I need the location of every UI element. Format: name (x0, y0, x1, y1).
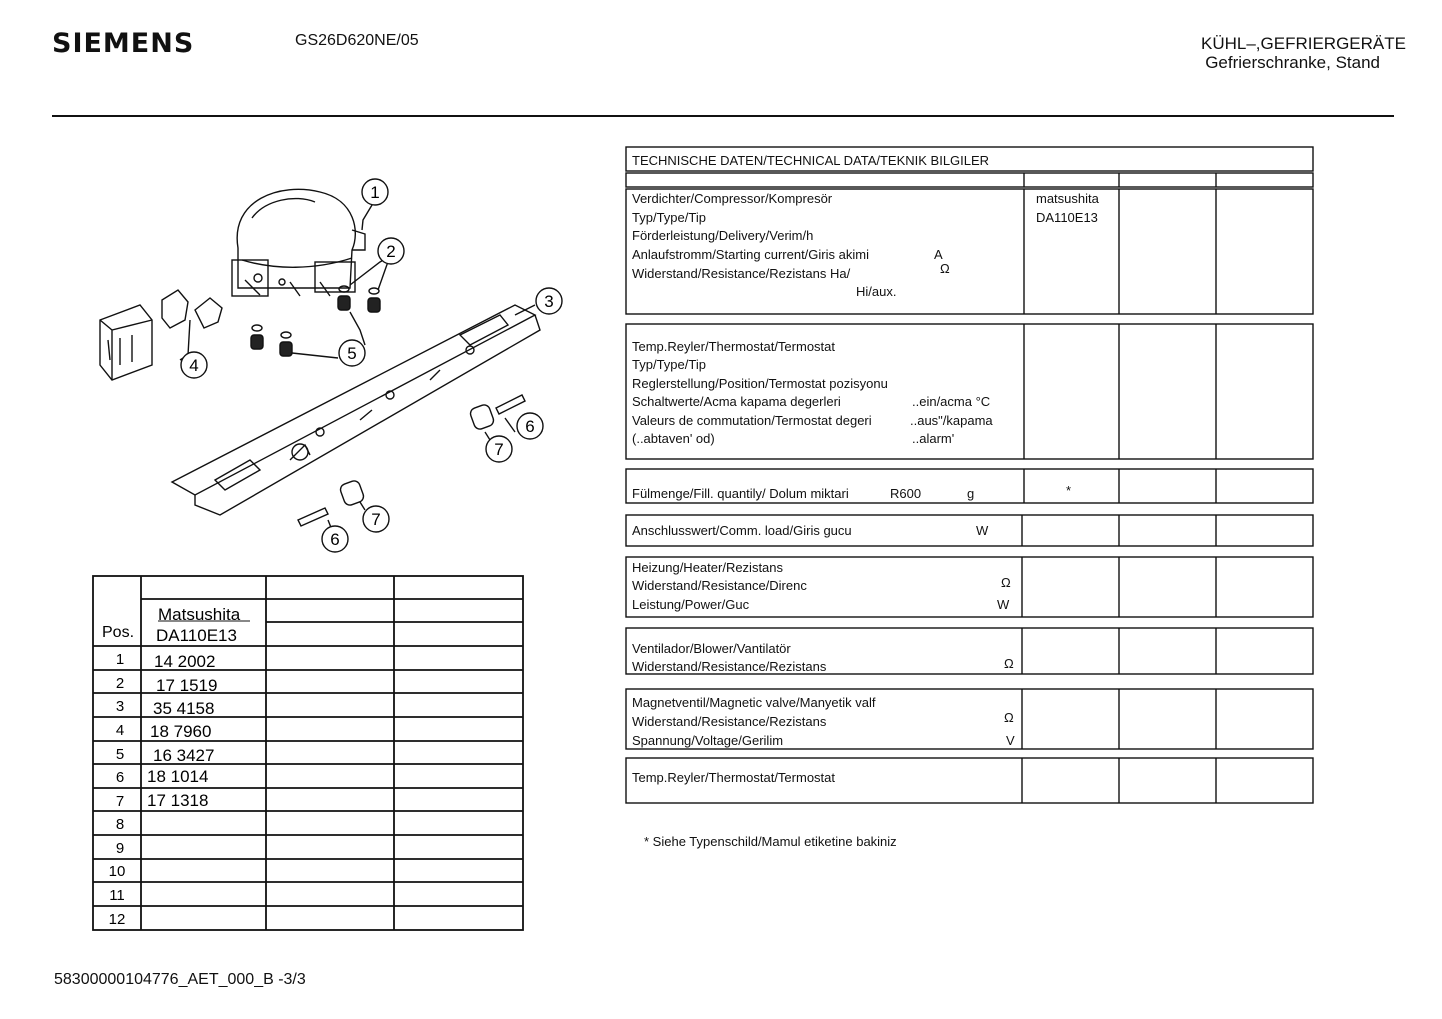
part-number-cell: 35 4158 (153, 699, 215, 718)
mounting-rail-drawing (172, 305, 540, 515)
thermostat-label: Temp.Reyler/Thermostat/Termostat (632, 339, 836, 354)
valve-resistance-label: Widerstand/Resistance/Rezistans (632, 714, 827, 729)
thermostat2-label: Temp.Reyler/Thermostat/Termostat (632, 770, 836, 785)
model-number: GS26D620NE/05 (295, 32, 419, 49)
fill-quantity-label: Fülmenge/Fill. quantily/ Dolum miktari (632, 486, 849, 501)
pos-cell: 5 (115, 746, 125, 763)
starting-current-label: Anlaufstromm/Starting current/Giris akimi (632, 247, 869, 262)
aux-label: Hi/aux. (856, 284, 897, 299)
blower-unit-ohm: Ω (1004, 656, 1014, 671)
resistance-label: Widerstand/Resistance/Rezistans Ha/ (632, 266, 851, 281)
valve-unit-ohm: Ω (1004, 710, 1014, 725)
svg-text:3: 3 (544, 292, 554, 311)
parts-diagram (60, 170, 580, 560)
callout-6a (517, 413, 543, 439)
unit-gram: g (967, 486, 975, 501)
refrigerant-label: R600 (890, 486, 922, 501)
part-number-cell: 17 1318 (147, 791, 209, 810)
pos-cell: 8 (115, 816, 125, 833)
callout-6b (322, 526, 348, 552)
alarm-label: ..alarm' (912, 431, 955, 446)
load-section (632, 523, 989, 538)
svg-text:6: 6 (330, 530, 340, 549)
compressor-maker-value: matsushita (1036, 191, 1099, 206)
compressor-type-value: DA110E13 (1036, 210, 1098, 225)
commutation-values-label: Valeurs de commutation/Termostat degeri (632, 413, 872, 428)
valve-unit-volt: V (1006, 733, 1015, 748)
tech-data-table (624, 145, 1316, 807)
heater-label: Heizung/Heater/Rezistans (632, 560, 784, 575)
heater-section (632, 560, 1011, 612)
compressor-section (632, 191, 1100, 299)
part-number-cell: 14 2002 (154, 652, 216, 671)
callout-2 (378, 238, 404, 264)
thermostat-position-label: Reglerstellung/Position/Termostat pozisyonu (632, 376, 888, 391)
header-divider (52, 115, 1394, 117)
svg-text:5: 5 (347, 344, 357, 363)
compressor-drawing (232, 189, 365, 296)
callout-3 (536, 288, 562, 314)
pos-cell: 10 (108, 863, 126, 880)
part-number-cell: 17 1519 (156, 676, 218, 695)
fill-quantity-value: * (1066, 483, 1072, 498)
svg-text:6: 6 (525, 417, 535, 436)
svg-text:4: 4 (189, 356, 199, 375)
unit-ohm: Ω (940, 261, 950, 276)
pos-cell: 7 (115, 793, 125, 810)
thermostat-type-label: Typ/Type/Tip (632, 357, 706, 372)
tech-table-title: TECHNISCHE DATEN/TECHNICAL DATA/TEKNIK BILGILER (632, 153, 990, 168)
unit-watt: W (976, 523, 989, 538)
switch-on-label: ..ein/acma °C (912, 394, 991, 409)
heater-unit-watt: W (997, 597, 1010, 612)
compressor-label: Verdichter/Compressor/Kompresör (632, 191, 833, 206)
switch-off-label: ..aus"/kapama (910, 413, 993, 428)
heater-resistance-label: Widerstand/Resistance/Direnc (632, 578, 807, 593)
pos-cell: 9 (115, 840, 125, 857)
callout-4 (181, 352, 207, 378)
fill-quantity-section (632, 483, 1071, 501)
pos-cell: 4 (115, 722, 125, 739)
svg-text:7: 7 (494, 440, 504, 459)
type-header: DA110E13 (156, 626, 237, 645)
callout-5 (339, 340, 365, 366)
category-title: KÜHL–,GEFRIERGERÄTE (1201, 34, 1406, 53)
pos-cell: 1 (115, 651, 125, 668)
blower-resistance-label: Widerstand/Resistance/Rezistans (632, 659, 827, 674)
callout-7a (486, 436, 512, 462)
pos-cell: 3 (115, 698, 125, 715)
heater-power-label: Leistung/Power/Guc (632, 597, 750, 612)
pos-cell: 12 (108, 911, 126, 928)
valve-section (632, 695, 1015, 748)
parts-table (92, 575, 526, 933)
part-number-cell: 16 3427 (153, 746, 215, 765)
valve-voltage-label: Spannung/Voltage/Gerilim (632, 733, 784, 748)
footnote: * Siehe Typenschild/Mamul etiketine bakiniz (644, 834, 897, 849)
valve-label: Magnetventil/Magnetic valve/Manyetik valf (632, 695, 876, 710)
load-label: Anschlusswert/Comm. load/Giris gucu (632, 523, 852, 538)
blower-section (632, 641, 1014, 674)
heater-unit-ohm: Ω (1001, 575, 1011, 590)
document-id: 58300000104776_AET_000_B -3/3 (54, 971, 306, 988)
category-subtitle: Gefrierschranke, Stand (1205, 53, 1380, 72)
callout-7b (363, 506, 389, 532)
type-label: Typ/Type/Tip (632, 210, 706, 225)
unit-ampere: A (934, 247, 943, 262)
pos-header: Pos. (102, 624, 135, 641)
manufacturer-header: Matsushita (158, 605, 241, 624)
brand-logo: SIEMENS (52, 28, 195, 59)
svg-text:7: 7 (371, 510, 381, 529)
pos-cell: 6 (115, 769, 125, 786)
callout-1 (362, 179, 388, 205)
switch-values-label: Schaltwerte/Acma kapama degerleri (632, 394, 841, 409)
defrost-label: (..abtaven' od) (632, 431, 715, 446)
svg-text:1: 1 (370, 183, 380, 202)
pos-cell: 11 (109, 887, 125, 904)
svg-text:2: 2 (386, 242, 396, 261)
blower-label: Ventilador/Blower/Vantilatör (632, 641, 791, 656)
pos-cell: 2 (115, 675, 125, 692)
part-number-cell: 18 7960 (150, 722, 212, 741)
delivery-label: Förderleistung/Delivery/Verim/h (632, 228, 814, 243)
thermostat-section (632, 339, 993, 446)
part-number-cell: 18 1014 (147, 767, 209, 786)
